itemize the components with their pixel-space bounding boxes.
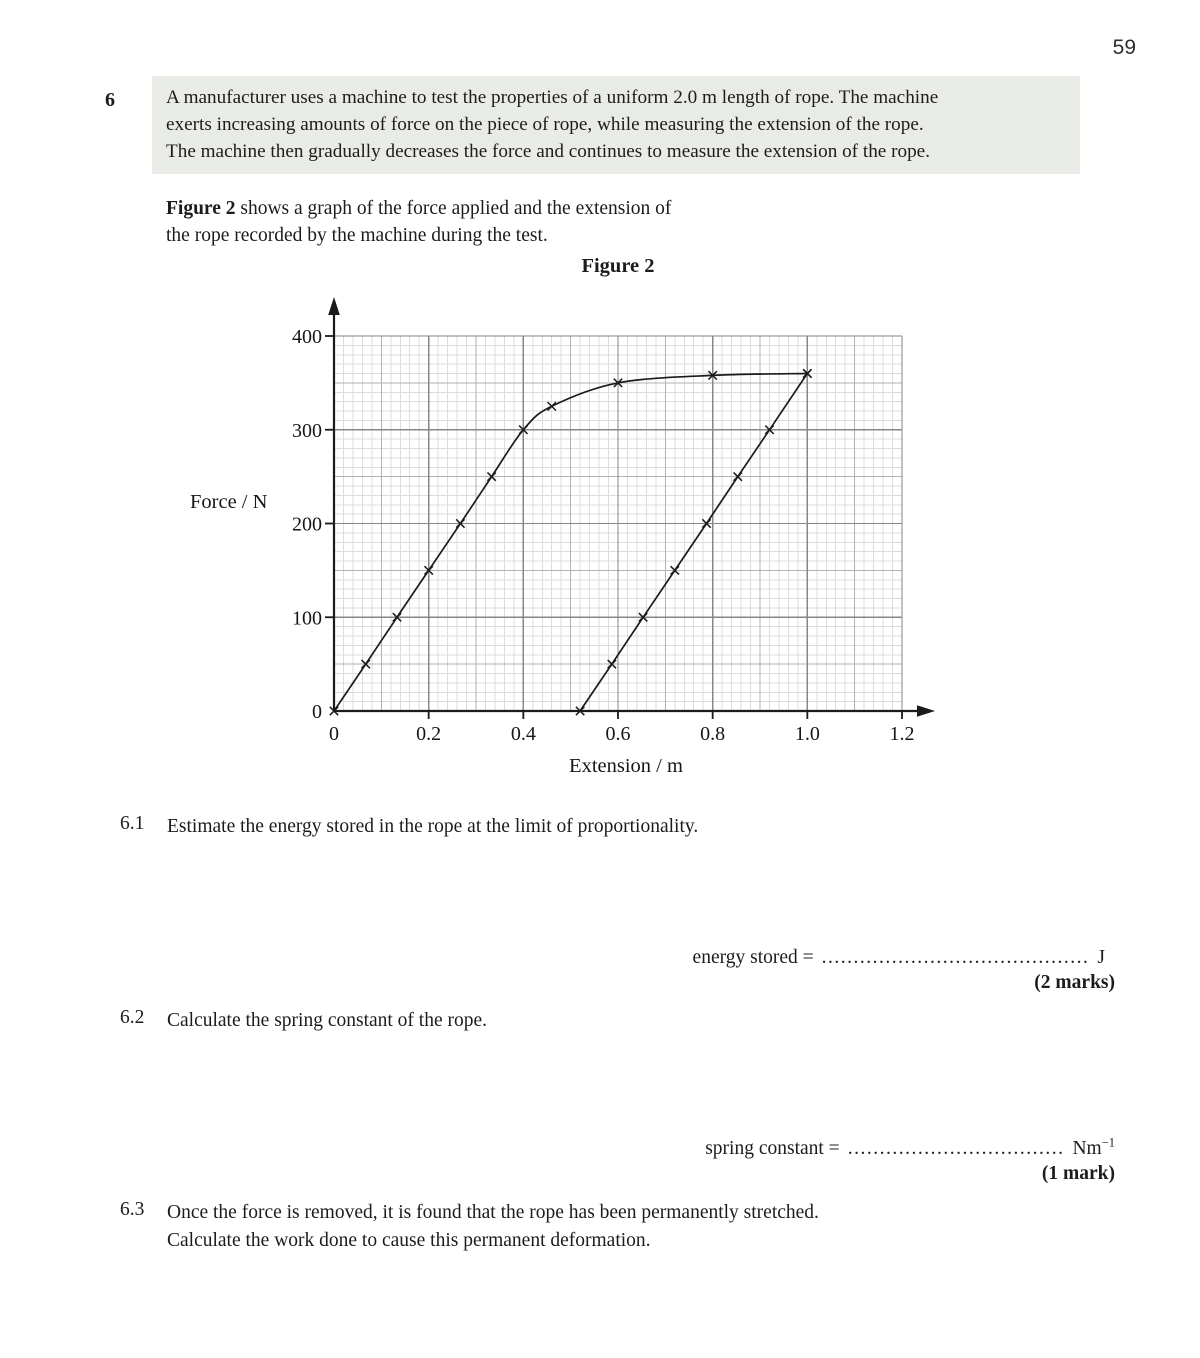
- x-tick-label-1.2: 1.2: [889, 723, 915, 745]
- intro-line-3: The machine then gradually decreases the force and continues to measure the extension of the rope.: [166, 141, 930, 162]
- subquestion-6-3-line-1: Once the force is removed, it is found that the rope has been permanently stretched.: [167, 1202, 819, 1223]
- answer-unit-6-2: $Nm^{-1}$: [1072, 1135, 1115, 1159]
- y-tick-label-400: 400: [292, 326, 322, 348]
- subquestion-6-2-text: Calculate the spring constant of the rope.: [167, 1010, 488, 1031]
- y-tick-label-200: 200: [292, 513, 322, 536]
- axes: [325, 297, 935, 719]
- x-tick-label-0.2: 0.2: [416, 723, 442, 745]
- answer-dots-6-2: ..................................: [847, 1138, 1065, 1159]
- answer-dots-6-1: ..........................................: [821, 947, 1090, 968]
- answer-label-6-1: energy stored =: [692, 947, 814, 968]
- answer-unit-superscript-6-2: −1: [1101, 1135, 1115, 1150]
- subquestion-6-2-number: 6.2: [120, 1007, 145, 1028]
- figure-reference: [166, 195, 671, 249]
- marks-6-2: (1 mark): [1041, 1163, 1115, 1184]
- marks-6-1: (2 marks): [1034, 972, 1115, 993]
- page-number: 59: [1112, 36, 1136, 59]
- subquestion-6-3-number: 6.3: [120, 1199, 145, 1220]
- x-tick-label-0: 0: [329, 723, 339, 745]
- figure-2-graph: [170, 288, 970, 788]
- y-tick-label-100: 100: [292, 607, 322, 630]
- intro-line-2: exerts increasing amounts of force on the piece of rope, while measuring the extension of the rope.: [166, 114, 924, 135]
- x-tick-label-0.8: 0.8: [700, 723, 726, 745]
- y-axis-label: Force / N: [190, 491, 268, 513]
- y-tick-label-0: 0: [312, 701, 322, 723]
- subquestion-6-1-number: 6.1: [120, 813, 145, 834]
- axis-tick-labels: [292, 326, 915, 745]
- question-intro: [152, 76, 1080, 174]
- x-tick-label-0.6: 0.6: [605, 723, 631, 745]
- answer-line-6-1: [693, 947, 1105, 969]
- x-tick-label-0.4: 0.4: [510, 723, 536, 745]
- force-extension-chart: [170, 288, 970, 788]
- answer-label-6-2: spring constant =: [705, 1138, 840, 1159]
- figure-title: Figure 2: [581, 255, 655, 277]
- figure-reference-bold: Figure 2: [166, 198, 236, 219]
- figure-reference-line-1: shows a graph of the force applied and the extension of: [235, 198, 672, 219]
- answer-unit-6-1: J: [1097, 947, 1105, 968]
- x-tick-label-1.0: 1.0: [794, 723, 820, 745]
- y-tick-label-300: 300: [292, 419, 322, 442]
- subquestion-6-3-line-2: Calculate the work done to cause this permanent deformation.: [167, 1230, 651, 1251]
- subquestion-6-1-text: Estimate the energy stored in the rope at the limit of proportionality.: [167, 816, 699, 837]
- figure-reference-line-2: the rope recorded by the machine during the test.: [166, 225, 548, 246]
- y-axis-arrow-icon: [328, 297, 340, 315]
- intro-line-1: A manufacturer uses a machine to test the properties of a uniform 2.0 m length of rope. The machine: [166, 87, 939, 108]
- subquestion-6-3-text: [167, 1199, 819, 1255]
- answer-line-6-2: [705, 1135, 1115, 1160]
- x-axis-label: Extension / m: [569, 755, 683, 777]
- x-axis-arrow-icon: [917, 705, 935, 717]
- question-number: 6: [105, 89, 115, 111]
